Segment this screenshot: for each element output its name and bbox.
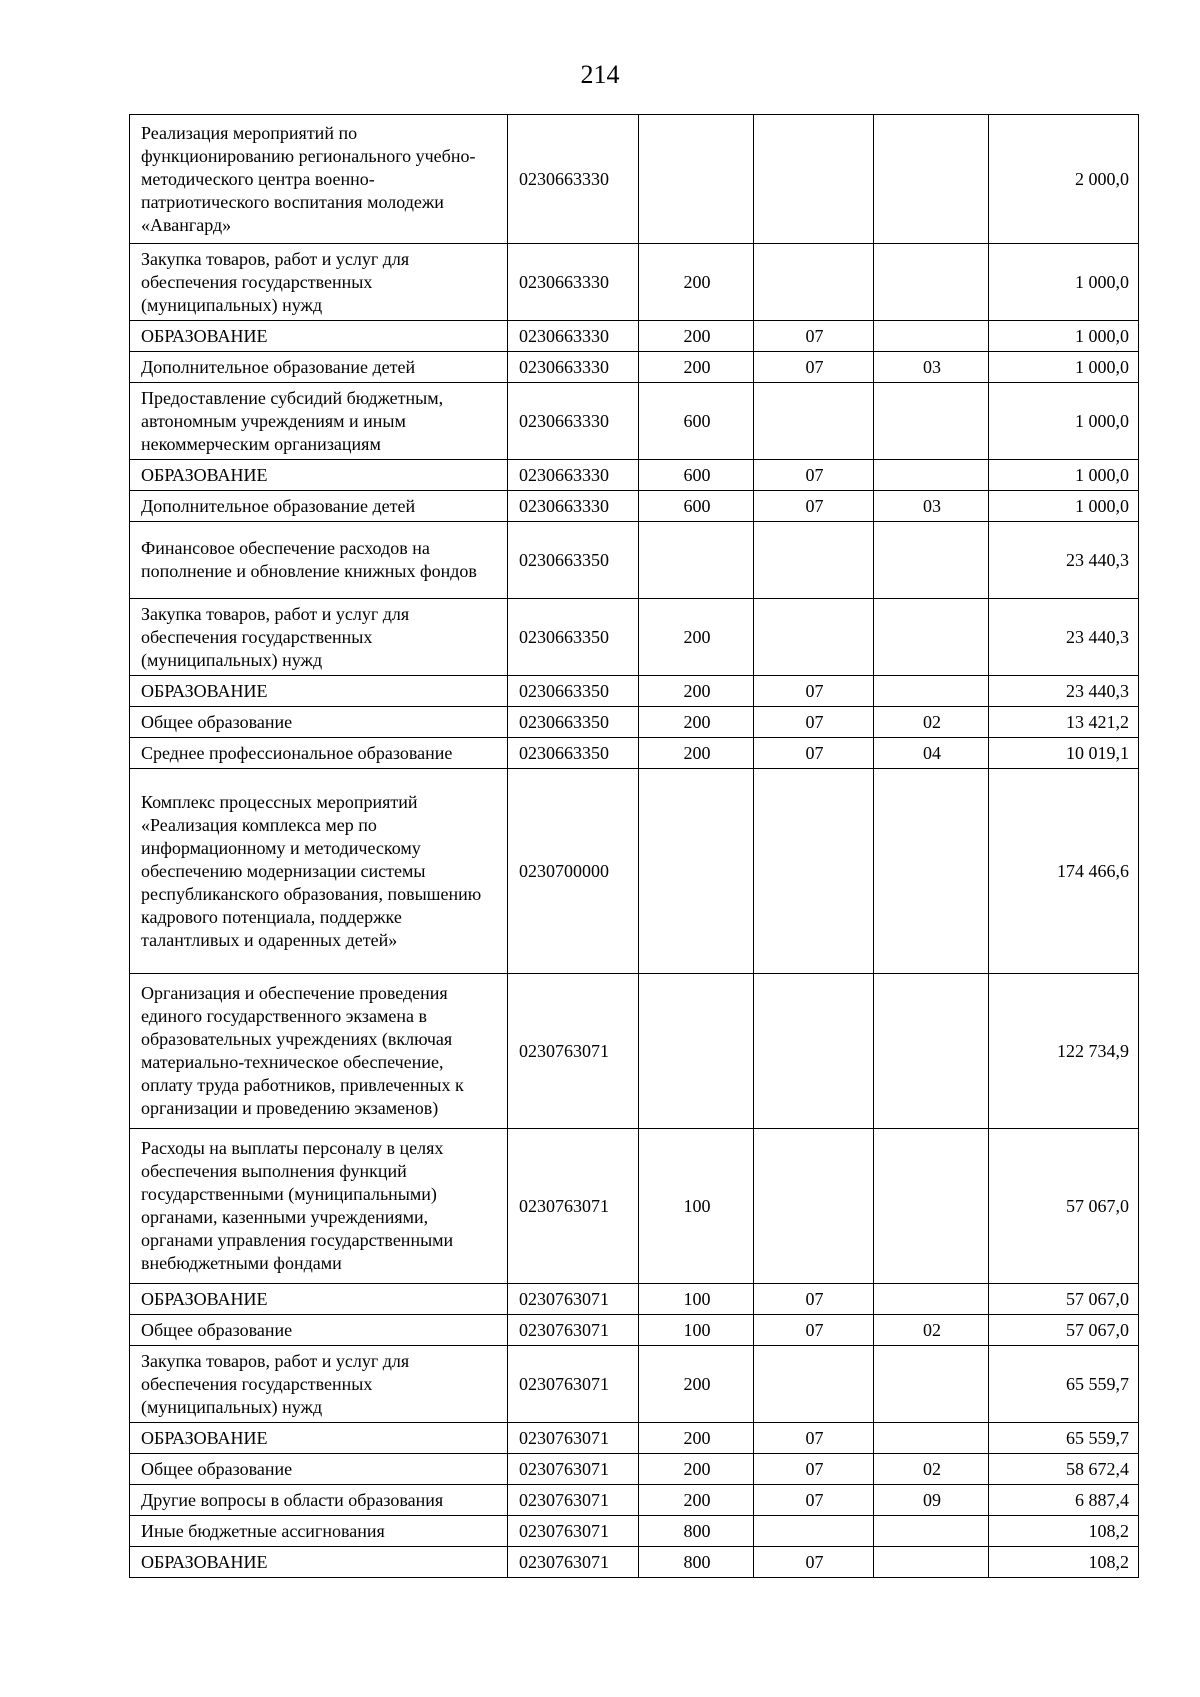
subsection-code-cell bbox=[874, 383, 989, 460]
row-name-cell: ОБРАЗОВАНИЕ bbox=[130, 1547, 508, 1578]
expense-type-code-cell: 200 bbox=[639, 676, 754, 707]
section-code-cell: 07 bbox=[754, 491, 874, 522]
amount-cell: 1 000,0 bbox=[989, 321, 1139, 352]
target-article-code-cell: 0230763071 bbox=[508, 1423, 639, 1454]
table-row bbox=[130, 1315, 1139, 1346]
section-code-cell bbox=[754, 1346, 874, 1423]
subsection-code-cell: 02 bbox=[874, 1315, 989, 1346]
subsection-code-cell: 02 bbox=[874, 707, 989, 738]
target-article-code-cell: 0230663330 bbox=[508, 244, 639, 321]
row-name-cell: Организация и обеспечение проведения единого государственного экзамена в образовательных учреждениях (включая материально-техническое обеспечение, оплату труда работников, привлеченных к организации и проведению экзаменов) bbox=[130, 974, 508, 1129]
budget-table bbox=[129, 114, 1139, 1578]
expense-type-code-cell bbox=[639, 115, 754, 244]
target-article-code-cell: 0230663350 bbox=[508, 599, 639, 676]
target-article-code-cell: 0230763071 bbox=[508, 1129, 639, 1284]
row-name-cell: Реализация мероприятий по функционированию регионального учебно-методического центра военно-патриотического воспитания молодежи «Авангард» bbox=[130, 115, 508, 244]
amount-cell: 1 000,0 bbox=[989, 352, 1139, 383]
row-name-cell: Общее образование bbox=[130, 1315, 508, 1346]
row-name-cell: ОБРАЗОВАНИЕ bbox=[130, 1284, 508, 1315]
expense-type-code-cell: 600 bbox=[639, 460, 754, 491]
section-code-cell bbox=[754, 769, 874, 974]
target-article-code-cell: 0230763071 bbox=[508, 1516, 639, 1547]
row-name-cell: Закупка товаров, работ и услуг для обеспечения государственных (муниципальных) нужд bbox=[130, 599, 508, 676]
subsection-code-cell bbox=[874, 1423, 989, 1454]
amount-cell: 6 887,4 bbox=[989, 1485, 1139, 1516]
table-row bbox=[130, 321, 1139, 352]
amount-cell: 1 000,0 bbox=[989, 460, 1139, 491]
expense-type-code-cell: 200 bbox=[639, 1423, 754, 1454]
row-name-cell: Общее образование bbox=[130, 1454, 508, 1485]
target-article-code-cell: 0230763071 bbox=[508, 1454, 639, 1485]
expense-type-code-cell: 200 bbox=[639, 1346, 754, 1423]
subsection-code-cell bbox=[874, 1516, 989, 1547]
row-name-cell: ОБРАЗОВАНИЕ bbox=[130, 1423, 508, 1454]
target-article-code-cell: 0230763071 bbox=[508, 1315, 639, 1346]
section-code-cell: 07 bbox=[754, 1315, 874, 1346]
section-code-cell: 07 bbox=[754, 707, 874, 738]
section-code-cell: 07 bbox=[754, 460, 874, 491]
row-name-cell: Предоставление субсидий бюджетным, автономным учреждениям и иным некоммерческим организациям bbox=[130, 383, 508, 460]
subsection-code-cell bbox=[874, 321, 989, 352]
section-code-cell: 07 bbox=[754, 352, 874, 383]
table-row bbox=[130, 491, 1139, 522]
expense-type-code-cell: 200 bbox=[639, 738, 754, 769]
amount-cell: 57 067,0 bbox=[989, 1315, 1139, 1346]
row-name-cell: ОБРАЗОВАНИЕ bbox=[130, 321, 508, 352]
table-row bbox=[130, 1129, 1139, 1284]
table-row bbox=[130, 383, 1139, 460]
table-row bbox=[130, 522, 1139, 599]
target-article-code-cell: 0230763071 bbox=[508, 1485, 639, 1516]
section-code-cell: 07 bbox=[754, 1284, 874, 1315]
subsection-code-cell bbox=[874, 1129, 989, 1284]
expense-type-code-cell: 200 bbox=[639, 321, 754, 352]
subsection-code-cell bbox=[874, 676, 989, 707]
subsection-code-cell: 02 bbox=[874, 1454, 989, 1485]
amount-cell: 23 440,3 bbox=[989, 522, 1139, 599]
expense-type-code-cell: 200 bbox=[639, 707, 754, 738]
table-row bbox=[130, 707, 1139, 738]
amount-cell: 65 559,7 bbox=[989, 1423, 1139, 1454]
target-article-code-cell: 0230663350 bbox=[508, 738, 639, 769]
table-row bbox=[130, 1547, 1139, 1578]
row-name-cell: Другие вопросы в области образования bbox=[130, 1485, 508, 1516]
subsection-code-cell bbox=[874, 1284, 989, 1315]
row-name-cell: Общее образование bbox=[130, 707, 508, 738]
amount-cell: 13 421,2 bbox=[989, 707, 1139, 738]
section-code-cell: 07 bbox=[754, 676, 874, 707]
table-row bbox=[130, 1454, 1139, 1485]
expense-type-code-cell: 100 bbox=[639, 1284, 754, 1315]
row-name-cell: ОБРАЗОВАНИЕ bbox=[130, 460, 508, 491]
expense-type-code-cell: 800 bbox=[639, 1516, 754, 1547]
row-name-cell: ОБРАЗОВАНИЕ bbox=[130, 676, 508, 707]
table-row bbox=[130, 974, 1139, 1129]
section-code-cell: 07 bbox=[754, 1485, 874, 1516]
table-row bbox=[130, 460, 1139, 491]
target-article-code-cell: 0230663330 bbox=[508, 383, 639, 460]
target-article-code-cell: 0230763071 bbox=[508, 1547, 639, 1578]
table-row bbox=[130, 738, 1139, 769]
page-number: 214 bbox=[580, 60, 620, 89]
subsection-code-cell bbox=[874, 1346, 989, 1423]
expense-type-code-cell: 200 bbox=[639, 1485, 754, 1516]
row-name-cell: Расходы на выплаты персоналу в целях обеспечения выполнения функций государственными (муниципальными) органами, казенными учреждениями, органами управления государственными внебюджетными фондами bbox=[130, 1129, 508, 1284]
section-code-cell bbox=[754, 522, 874, 599]
table-row bbox=[130, 1423, 1139, 1454]
target-article-code-cell: 0230700000 bbox=[508, 769, 639, 974]
amount-cell: 1 000,0 bbox=[989, 383, 1139, 460]
subsection-code-cell bbox=[874, 1547, 989, 1578]
subsection-code-cell bbox=[874, 460, 989, 491]
target-article-code-cell: 0230663330 bbox=[508, 491, 639, 522]
amount-cell: 57 067,0 bbox=[989, 1284, 1139, 1315]
expense-type-code-cell bbox=[639, 522, 754, 599]
expense-type-code-cell: 800 bbox=[639, 1547, 754, 1578]
target-article-code-cell: 0230663350 bbox=[508, 707, 639, 738]
section-code-cell: 07 bbox=[754, 1547, 874, 1578]
row-name-cell: Финансовое обеспечение расходов на пополнение и обновление книжных фондов bbox=[130, 522, 508, 599]
amount-cell: 2 000,0 bbox=[989, 115, 1139, 244]
subsection-code-cell bbox=[874, 769, 989, 974]
row-name-cell: Закупка товаров, работ и услуг для обеспечения государственных (муниципальных) нужд bbox=[130, 1346, 508, 1423]
subsection-code-cell: 03 bbox=[874, 491, 989, 522]
section-code-cell bbox=[754, 1129, 874, 1284]
target-article-code-cell: 0230763071 bbox=[508, 1346, 639, 1423]
amount-cell: 57 067,0 bbox=[989, 1129, 1139, 1284]
expense-type-code-cell: 200 bbox=[639, 1454, 754, 1485]
subsection-code-cell bbox=[874, 522, 989, 599]
expense-type-code-cell: 200 bbox=[639, 244, 754, 321]
subsection-code-cell: 09 bbox=[874, 1485, 989, 1516]
amount-cell: 1 000,0 bbox=[989, 244, 1139, 321]
table-row bbox=[130, 676, 1139, 707]
table-row bbox=[130, 352, 1139, 383]
target-article-code-cell: 0230663330 bbox=[508, 460, 639, 491]
row-name-cell: Дополнительное образование детей bbox=[130, 491, 508, 522]
row-name-cell: Среднее профессиональное образование bbox=[130, 738, 508, 769]
table-row bbox=[130, 599, 1139, 676]
section-code-cell bbox=[754, 244, 874, 321]
section-code-cell: 07 bbox=[754, 321, 874, 352]
amount-cell: 65 559,7 bbox=[989, 1346, 1139, 1423]
table-row bbox=[130, 1516, 1139, 1547]
subsection-code-cell bbox=[874, 244, 989, 321]
target-article-code-cell: 0230763071 bbox=[508, 1284, 639, 1315]
section-code-cell: 07 bbox=[754, 1454, 874, 1485]
table-row bbox=[130, 1346, 1139, 1423]
target-article-code-cell: 0230763071 bbox=[508, 974, 639, 1129]
expense-type-code-cell: 200 bbox=[639, 599, 754, 676]
target-article-code-cell: 0230663330 bbox=[508, 115, 639, 244]
table-row bbox=[130, 1485, 1139, 1516]
amount-cell: 58 672,4 bbox=[989, 1454, 1139, 1485]
table-row bbox=[130, 1284, 1139, 1315]
section-code-cell: 07 bbox=[754, 1423, 874, 1454]
subsection-code-cell bbox=[874, 599, 989, 676]
expense-type-code-cell bbox=[639, 769, 754, 974]
target-article-code-cell: 0230663330 bbox=[508, 321, 639, 352]
amount-cell: 10 019,1 bbox=[989, 738, 1139, 769]
expense-type-code-cell: 600 bbox=[639, 491, 754, 522]
subsection-code-cell bbox=[874, 974, 989, 1129]
target-article-code-cell: 0230663330 bbox=[508, 352, 639, 383]
table-row bbox=[130, 769, 1139, 974]
amount-cell: 122 734,9 bbox=[989, 974, 1139, 1129]
section-code-cell bbox=[754, 383, 874, 460]
amount-cell: 108,2 bbox=[989, 1547, 1139, 1578]
subsection-code-cell bbox=[874, 115, 989, 244]
section-code-cell bbox=[754, 1516, 874, 1547]
amount-cell: 108,2 bbox=[989, 1516, 1139, 1547]
expense-type-code-cell bbox=[639, 974, 754, 1129]
row-name-cell: Комплекс процессных мероприятий «Реализация комплекса мер по информационному и методическому обеспечению модернизации системы республиканского образования, повышению кадрового потенциала, поддержке талантливых и одаренных детей» bbox=[130, 769, 508, 974]
amount-cell: 23 440,3 bbox=[989, 676, 1139, 707]
table-row bbox=[130, 244, 1139, 321]
expense-type-code-cell: 200 bbox=[639, 352, 754, 383]
section-code-cell: 07 bbox=[754, 738, 874, 769]
amount-cell: 1 000,0 bbox=[989, 491, 1139, 522]
target-article-code-cell: 0230663350 bbox=[508, 676, 639, 707]
amount-cell: 23 440,3 bbox=[989, 599, 1139, 676]
expense-type-code-cell: 100 bbox=[639, 1315, 754, 1346]
amount-cell: 174 466,6 bbox=[989, 769, 1139, 974]
row-name-cell: Закупка товаров, работ и услуг для обеспечения государственных (муниципальных) нужд bbox=[130, 244, 508, 321]
subsection-code-cell: 04 bbox=[874, 738, 989, 769]
section-code-cell bbox=[754, 599, 874, 676]
expense-type-code-cell: 100 bbox=[639, 1129, 754, 1284]
target-article-code-cell: 0230663350 bbox=[508, 522, 639, 599]
subsection-code-cell: 03 bbox=[874, 352, 989, 383]
row-name-cell: Иные бюджетные ассигнования bbox=[130, 1516, 508, 1547]
table-row bbox=[130, 115, 1139, 244]
expense-type-code-cell: 600 bbox=[639, 383, 754, 460]
table-body bbox=[130, 115, 1139, 1578]
row-name-cell: Дополнительное образование детей bbox=[130, 352, 508, 383]
section-code-cell bbox=[754, 974, 874, 1129]
section-code-cell bbox=[754, 115, 874, 244]
